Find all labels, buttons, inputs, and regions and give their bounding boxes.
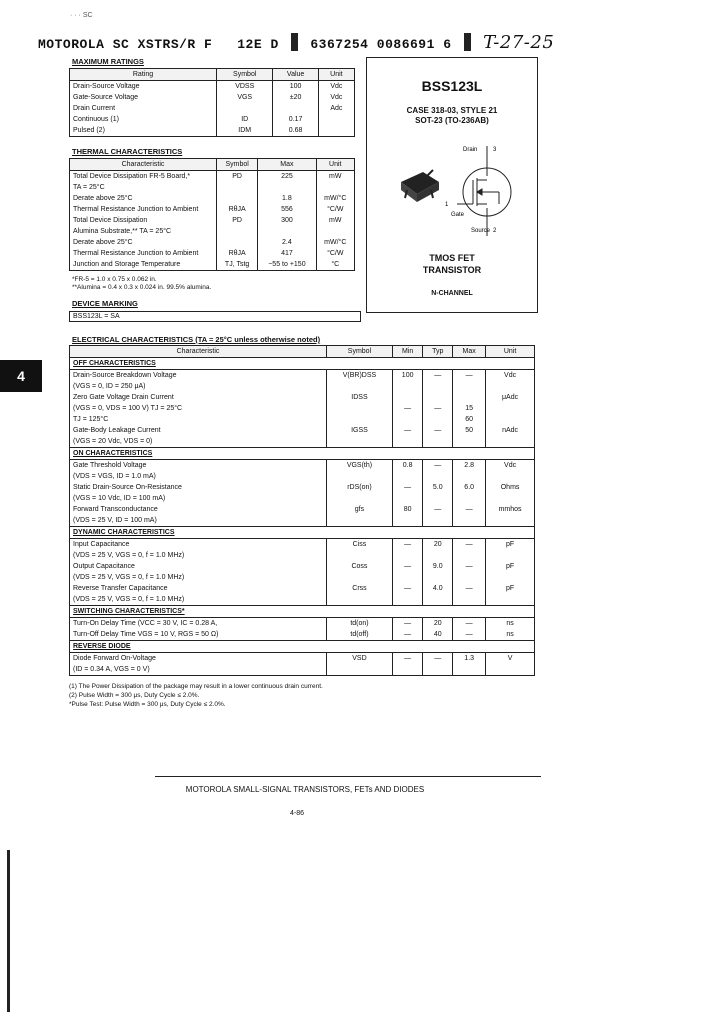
- table-row: [70, 471, 535, 482]
- table-cell: mmhos: [486, 504, 535, 515]
- section-row: [70, 448, 535, 460]
- table-cell: —: [423, 653, 453, 665]
- table-cell: [486, 550, 535, 561]
- table-row: [70, 259, 355, 271]
- section-label: REVERSE DIODE: [70, 641, 535, 653]
- table-cell: [453, 436, 486, 448]
- device-type-line1: TMOS FET: [429, 253, 475, 263]
- table-row: [70, 204, 355, 215]
- device-marking-value: BSS123L = SA: [69, 311, 361, 322]
- table-cell: td(on): [327, 618, 393, 630]
- gate-label: Gate: [451, 212, 465, 218]
- table-cell: [486, 414, 535, 425]
- electrical-note-3: *Pulse Test: Pulse Width = 300 μs, Duty Cycle ≤ 2.0%.: [69, 701, 226, 708]
- table-row: [70, 381, 535, 392]
- table-cell: —: [392, 539, 422, 551]
- column-header: Unit: [486, 346, 535, 358]
- table-cell: [327, 515, 393, 527]
- column-header: Min: [392, 346, 422, 358]
- table-cell: Drain Current: [70, 103, 217, 114]
- column-header: Symbol: [217, 69, 273, 81]
- table-cell: [486, 572, 535, 583]
- table-row: [70, 103, 355, 114]
- table-cell: (VDS = 25 V, VGS = 0, f = 1.0 MHz): [70, 594, 327, 606]
- page-header: [38, 32, 554, 53]
- table-cell: 15: [453, 403, 486, 414]
- table-cell: 100: [273, 81, 318, 93]
- table-cell: (VDS = 25 V, ID = 100 mA): [70, 515, 327, 527]
- table-cell: TJ = 125°C: [70, 414, 327, 425]
- table-cell: [217, 182, 258, 193]
- table-row: [70, 572, 535, 583]
- table-cell: IDSS: [327, 392, 393, 403]
- table-cell: TA = 25°C: [70, 182, 217, 193]
- table-cell: VGS: [217, 92, 273, 103]
- table-row: [70, 182, 355, 193]
- table-cell: [327, 493, 393, 504]
- header-left: MOTOROLA SC XSTRS/R F: [38, 37, 213, 52]
- table-cell: [486, 515, 535, 527]
- table-cell: Crss: [327, 583, 393, 594]
- table-cell: [486, 471, 535, 482]
- table-cell: Gate-Body Leakage Current: [70, 425, 327, 436]
- table-cell: [273, 103, 318, 114]
- table-row: [70, 226, 355, 237]
- device-marking-title: DEVICE MARKING: [72, 299, 138, 308]
- table-cell: —: [453, 561, 486, 572]
- column-header: Unit: [316, 159, 354, 171]
- table-cell: IDM: [217, 125, 273, 137]
- table-cell: Vdc: [318, 81, 354, 93]
- table-cell: 0.8: [392, 460, 422, 472]
- table-cell: Total Device Dissipation: [70, 215, 217, 226]
- table-row: [70, 171, 355, 183]
- drain-label: Drain: [463, 147, 478, 153]
- table-cell: PD: [217, 215, 258, 226]
- electrical-title: ELECTRICAL CHARACTERISTICS (TA = 25°C unless otherwise noted): [72, 335, 321, 344]
- table-cell: 20: [423, 539, 453, 551]
- table-cell: [327, 436, 393, 448]
- table-cell: [258, 182, 316, 193]
- table-cell: (VGS = 10 Vdc, ID = 100 mA): [70, 493, 327, 504]
- section-row: [70, 527, 535, 539]
- device-type: [367, 252, 537, 276]
- table-cell: mW: [316, 215, 354, 226]
- table-cell: [453, 664, 486, 676]
- table-cell: —: [392, 425, 422, 436]
- table-cell: —: [423, 425, 453, 436]
- table-cell: —: [423, 403, 453, 414]
- table-cell: 1.8: [258, 193, 316, 204]
- table-row: [70, 392, 535, 403]
- table-cell: Diode Forward On-Voltage: [70, 653, 327, 665]
- table-cell: [217, 103, 273, 114]
- table-cell: [392, 664, 422, 676]
- table-cell: 100: [392, 370, 422, 382]
- barcode-mark-2: [464, 33, 471, 51]
- table-row: [70, 594, 535, 606]
- table-cell: Derate above 25°C: [70, 237, 217, 248]
- table-cell: [453, 381, 486, 392]
- table-cell: [486, 381, 535, 392]
- table-cell: [486, 403, 535, 414]
- column-header: Characteristic: [70, 346, 327, 358]
- table-cell: Total Device Dissipation FR-5 Board,*: [70, 171, 217, 183]
- table-row: [70, 92, 355, 103]
- table-row: [70, 482, 535, 493]
- table-row: [70, 493, 535, 504]
- table-cell: [392, 392, 422, 403]
- section-row: [70, 641, 535, 653]
- table-cell: [258, 226, 316, 237]
- table-cell: Turn-Off Delay Time VGS = 10 V, RGS = 50 Ω): [70, 629, 327, 641]
- table-cell: [423, 493, 453, 504]
- table-cell: ns: [486, 629, 535, 641]
- table-cell: Coss: [327, 561, 393, 572]
- table-cell: IGSS: [327, 425, 393, 436]
- column-header: Rating: [70, 69, 217, 81]
- table-cell: [423, 594, 453, 606]
- table-cell: [423, 381, 453, 392]
- table-cell: ±20: [273, 92, 318, 103]
- section-row: [70, 358, 535, 370]
- column-header: Characteristic: [70, 159, 217, 171]
- table-row: [70, 237, 355, 248]
- gate-pin: 1: [445, 202, 449, 208]
- table-row: [70, 370, 535, 382]
- table-cell: Forward Transconductance: [70, 504, 327, 515]
- table-cell: Pulsed (2): [70, 125, 217, 137]
- table-cell: Alumina Substrate,** TA = 25°C: [70, 226, 217, 237]
- max-ratings-title: MAXIMUM RATINGS: [72, 57, 144, 66]
- table-cell: Turn-On Delay Time (VCC = 30 V, IC = 0.28 A,: [70, 618, 327, 630]
- table-cell: μAdc: [486, 392, 535, 403]
- table-cell: [392, 436, 422, 448]
- sot23-package-icon: [401, 170, 439, 202]
- table-row: [70, 561, 535, 572]
- table-row: [70, 515, 535, 527]
- footer-rule: [155, 776, 541, 777]
- table-cell: 1.3: [453, 653, 486, 665]
- electrical-note-2: (2) Pulse Width = 300 μs, Duty Cycle ≤ 2.0%.: [69, 692, 200, 699]
- table-cell: [327, 471, 393, 482]
- table-cell: [423, 436, 453, 448]
- table-cell: °C/W: [316, 204, 354, 215]
- table-cell: td(off): [327, 629, 393, 641]
- table-cell: 6.0: [453, 482, 486, 493]
- table-cell: [453, 550, 486, 561]
- table-cell: 5.0: [423, 482, 453, 493]
- table-cell: [453, 392, 486, 403]
- package-and-schematic: [387, 140, 527, 240]
- table-cell: [316, 182, 354, 193]
- table-cell: [392, 594, 422, 606]
- table-row: [70, 618, 535, 630]
- table-cell: 2.8: [453, 460, 486, 472]
- table-row: [70, 114, 355, 125]
- table-cell: [392, 493, 422, 504]
- table-cell: [327, 572, 393, 583]
- table-cell: [392, 471, 422, 482]
- table-row: [70, 81, 355, 93]
- table-cell: (VDS = 25 V, VGS = 0, f = 1.0 MHz): [70, 572, 327, 583]
- table-cell: 556: [258, 204, 316, 215]
- table-cell: pF: [486, 539, 535, 551]
- table-cell: Adc: [318, 103, 354, 114]
- table-cell: VSD: [327, 653, 393, 665]
- table-cell: [453, 471, 486, 482]
- table-row: [70, 248, 355, 259]
- package-sot: SOT-23 (TO-236AB): [415, 116, 489, 125]
- table-cell: [392, 572, 422, 583]
- table-cell: [217, 237, 258, 248]
- source-label: Source: [471, 228, 491, 234]
- scan-marks: · · · SC: [70, 12, 93, 19]
- table-cell: PD: [217, 171, 258, 183]
- electrical-table: [69, 345, 535, 676]
- table-cell: [327, 594, 393, 606]
- table-cell: RθJA: [217, 248, 258, 259]
- table-cell: [423, 664, 453, 676]
- table-cell: 417: [258, 248, 316, 259]
- table-cell: [486, 493, 535, 504]
- table-row: [70, 215, 355, 226]
- table-cell: [327, 403, 393, 414]
- part-box: [366, 57, 538, 313]
- table-cell: Continuous (1): [70, 114, 217, 125]
- table-cell: [453, 572, 486, 583]
- barcode-mark: [291, 33, 298, 51]
- section-tab: 4: [0, 360, 42, 392]
- table-cell: Vdc: [486, 370, 535, 382]
- table-cell: Ciss: [327, 539, 393, 551]
- table-cell: 40: [423, 629, 453, 641]
- table-cell: (VDS = 25 V, VGS = 0, f = 1.0 MHz): [70, 550, 327, 561]
- table-cell: [327, 664, 393, 676]
- thermal-table: [69, 158, 355, 271]
- table-cell: 300: [258, 215, 316, 226]
- table-cell: —: [392, 583, 422, 594]
- table-cell: Input Capacitance: [70, 539, 327, 551]
- table-cell: [392, 381, 422, 392]
- table-cell: (ID = 0.34 A, VGS = 0 V): [70, 664, 327, 676]
- thermal-title: THERMAL CHARACTERISTICS: [72, 147, 183, 156]
- table-cell: 0.68: [273, 125, 318, 137]
- table-cell: —: [453, 618, 486, 630]
- table-cell: mW: [316, 171, 354, 183]
- table-cell: RθJA: [217, 204, 258, 215]
- table-cell: [327, 550, 393, 561]
- table-cell: Static Drain-Source On-Resistance: [70, 482, 327, 493]
- table-cell: VGS(th): [327, 460, 393, 472]
- table-cell: [423, 572, 453, 583]
- table-cell: nAdc: [486, 425, 535, 436]
- table-cell: 20: [423, 618, 453, 630]
- table-row: [70, 403, 535, 414]
- table-cell: Gate Threshold Voltage: [70, 460, 327, 472]
- column-header: Symbol: [327, 346, 393, 358]
- header-barcode: 6367254 0086691 6: [310, 37, 452, 52]
- table-cell: [392, 515, 422, 527]
- table-cell: gfs: [327, 504, 393, 515]
- section-label: ON CHARACTERISTICS: [70, 448, 535, 460]
- table-cell: Ohms: [486, 482, 535, 493]
- table-cell: —: [423, 460, 453, 472]
- column-header: Max: [453, 346, 486, 358]
- table-cell: [217, 226, 258, 237]
- table-cell: 9.0: [423, 561, 453, 572]
- table-cell: [392, 414, 422, 425]
- table-cell: —: [392, 618, 422, 630]
- table-cell: [423, 515, 453, 527]
- device-type-line2: TRANSISTOR: [422, 265, 482, 275]
- table-cell: Reverse Transfer Capacitance: [70, 583, 327, 594]
- table-cell: —: [392, 561, 422, 572]
- table-cell: —: [453, 629, 486, 641]
- channel-type: N-CHANNEL: [431, 290, 473, 297]
- table-cell: (VDS = VGS, ID = 1.0 mA): [70, 471, 327, 482]
- thermal-note-1: *FR-5 = 1.0 x 0.75 x 0.062 in.: [72, 276, 157, 283]
- table-cell: [392, 550, 422, 561]
- table-cell: [327, 414, 393, 425]
- table-cell: Output Capacitance: [70, 561, 327, 572]
- table-cell: [423, 550, 453, 561]
- table-cell: mW/°C: [316, 237, 354, 248]
- mosfet-symbol-icon: [457, 146, 511, 236]
- section-label: OFF CHARACTERISTICS: [70, 358, 535, 370]
- section-row: [70, 606, 535, 618]
- table-cell: [486, 664, 535, 676]
- table-cell: 80: [392, 504, 422, 515]
- table-cell: V(BR)DSS: [327, 370, 393, 382]
- table-cell: TJ, Tstg: [217, 259, 258, 271]
- table-cell: —: [392, 403, 422, 414]
- table-cell: °C: [316, 259, 354, 271]
- table-cell: (VGS = 20 Vdc, VDS = 0): [70, 436, 327, 448]
- table-cell: —: [423, 504, 453, 515]
- table-cell: [423, 471, 453, 482]
- table-cell: mW/°C: [316, 193, 354, 204]
- table-cell: —: [453, 370, 486, 382]
- column-header: Unit: [318, 69, 354, 81]
- part-number: BSS123L: [421, 78, 483, 94]
- table-cell: [318, 114, 354, 125]
- case-info: [367, 106, 537, 126]
- table-cell: Thermal Resistance Junction to Ambient: [70, 204, 217, 215]
- table-cell: Vdc: [318, 92, 354, 103]
- table-cell: —: [423, 370, 453, 382]
- table-cell: —: [453, 539, 486, 551]
- electrical-note-1: (1) The Power Dissipation of the package may result in a lower continuous drain current.: [69, 683, 323, 690]
- table-row: [70, 193, 355, 204]
- column-header: Symbol: [217, 159, 258, 171]
- column-header: Value: [273, 69, 318, 81]
- table-cell: Thermal Resistance Junction to Ambient: [70, 248, 217, 259]
- table-row: [70, 436, 535, 448]
- table-cell: [486, 436, 535, 448]
- table-cell: Zero Gate Voltage Drain Current: [70, 392, 327, 403]
- section-label: DYNAMIC CHARACTERISTICS: [70, 527, 535, 539]
- table-cell: rDS(on): [327, 482, 393, 493]
- table-cell: Drain-Source Voltage: [70, 81, 217, 93]
- thermal-note-2: **Alumina = 0.4 x 0.3 x 0.024 in. 99.5% alumina.: [72, 284, 212, 291]
- table-cell: [217, 193, 258, 204]
- table-cell: 4.0: [423, 583, 453, 594]
- scan-edge: [7, 850, 10, 1012]
- table-row: [70, 504, 535, 515]
- max-ratings-table: [69, 68, 355, 137]
- table-row: [70, 414, 535, 425]
- table-row: [70, 629, 535, 641]
- table-cell: Drain-Source Breakdown Voltage: [70, 370, 327, 382]
- table-cell: —: [392, 629, 422, 641]
- table-cell: 50: [453, 425, 486, 436]
- table-cell: —: [453, 583, 486, 594]
- section-label: SWITCHING CHARACTERISTICS*: [70, 606, 535, 618]
- table-row: [70, 653, 535, 665]
- drain-pin: 3: [493, 147, 497, 153]
- table-cell: Junction and Storage Temperature: [70, 259, 217, 271]
- table-cell: pF: [486, 583, 535, 594]
- table-cell: V: [486, 653, 535, 665]
- table-cell: 225: [258, 171, 316, 183]
- table-cell: (VGS = 0, ID = 250 μA): [70, 381, 327, 392]
- table-cell: [316, 226, 354, 237]
- table-row: [70, 583, 535, 594]
- table-cell: [453, 493, 486, 504]
- table-cell: [318, 125, 354, 137]
- page-number: 4-86: [290, 810, 305, 817]
- table-row: [70, 425, 535, 436]
- table-row: [70, 460, 535, 472]
- table-cell: −55 to +150: [258, 259, 316, 271]
- table-cell: ID: [217, 114, 273, 125]
- table-cell: ns: [486, 618, 535, 630]
- table-cell: [423, 392, 453, 403]
- footer-text: MOTOROLA SMALL-SIGNAL TRANSISTORS, FETs AND DIODES: [185, 785, 425, 794]
- table-cell: 60: [453, 414, 486, 425]
- source-pin: 2: [493, 228, 497, 234]
- case-style: CASE 318-03, STYLE 21: [406, 106, 498, 115]
- table-cell: Vdc: [486, 460, 535, 472]
- table-cell: (VGS = 0, VDS = 100 V) TJ = 25°C: [70, 403, 327, 414]
- table-cell: VDSS: [217, 81, 273, 93]
- table-cell: [453, 515, 486, 527]
- table-row: [70, 550, 535, 561]
- table-cell: —: [453, 504, 486, 515]
- table-cell: 0.17: [273, 114, 318, 125]
- table-cell: pF: [486, 561, 535, 572]
- table-cell: °C/W: [316, 248, 354, 259]
- table-cell: Derate above 25°C: [70, 193, 217, 204]
- table-cell: Gate-Source Voltage: [70, 92, 217, 103]
- header-code: 12E D: [237, 37, 279, 52]
- table-cell: —: [392, 482, 422, 493]
- table-cell: [327, 381, 393, 392]
- table-cell: [453, 594, 486, 606]
- table-row: [70, 664, 535, 676]
- table-cell: 2.4: [258, 237, 316, 248]
- handwritten-code: T-27-25: [483, 32, 555, 53]
- table-cell: —: [392, 653, 422, 665]
- column-header: Max: [258, 159, 316, 171]
- table-row: [70, 539, 535, 551]
- table-cell: [423, 414, 453, 425]
- table-cell: [486, 594, 535, 606]
- column-header: Typ: [423, 346, 453, 358]
- table-row: [70, 125, 355, 137]
